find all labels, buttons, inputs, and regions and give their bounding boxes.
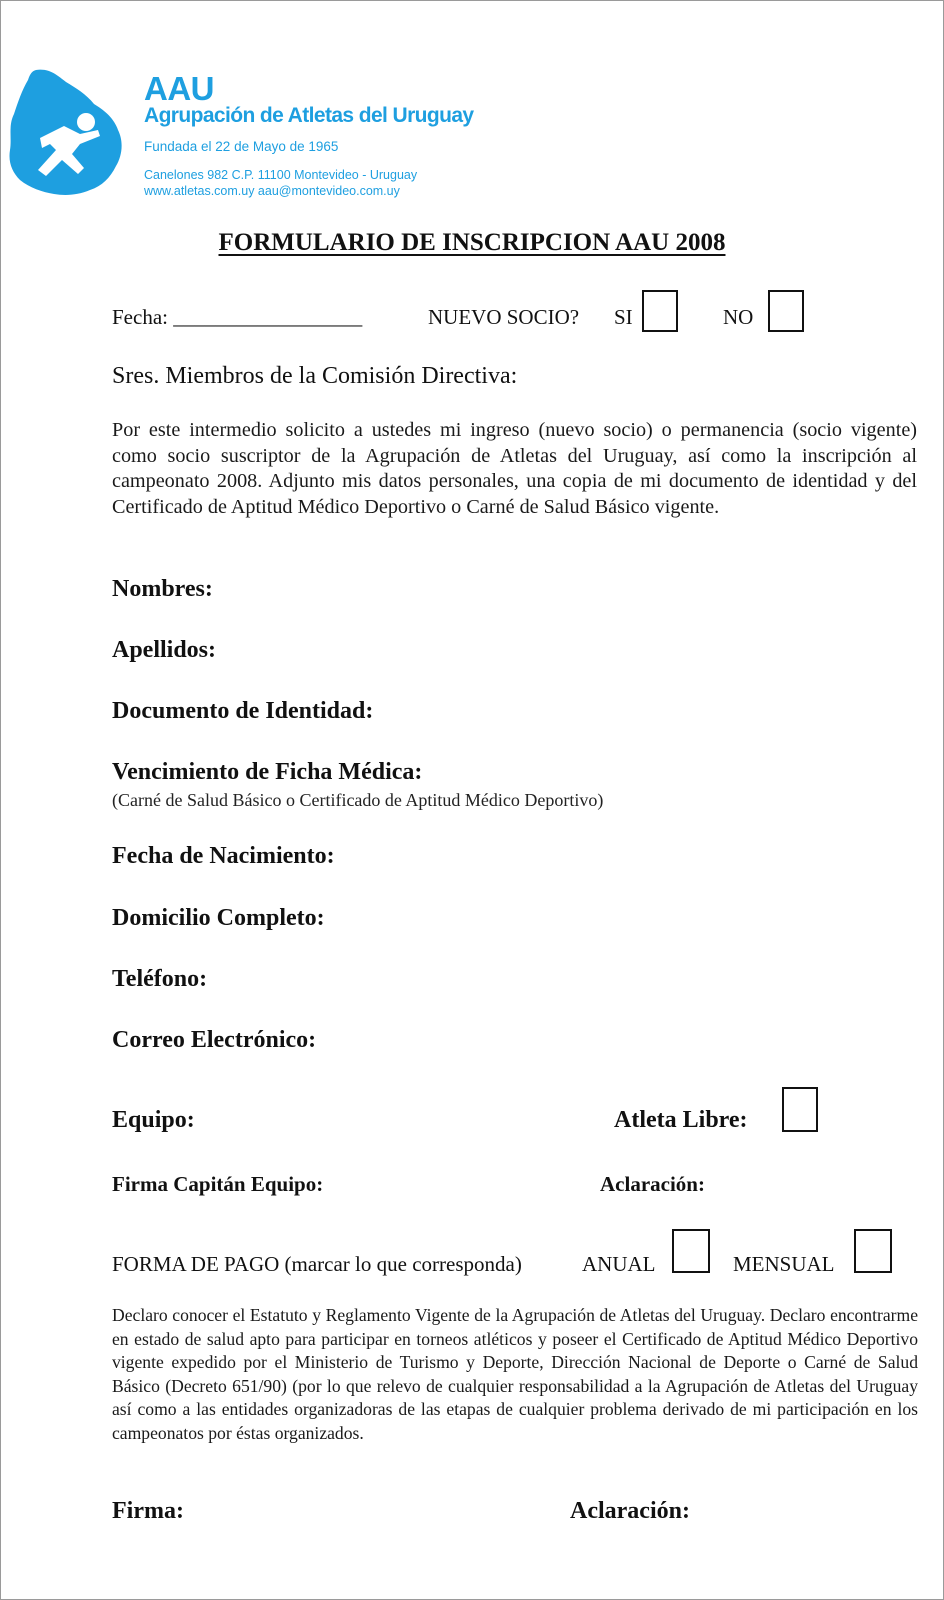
firma-capitan-label: Firma Capitán Equipo: xyxy=(112,1172,324,1196)
nombres-label: Nombres: xyxy=(112,576,213,602)
vencimiento-label: Vencimiento de Ficha Médica: xyxy=(112,759,423,785)
no-label: NO xyxy=(723,305,754,329)
documento-label: Documento de Identidad: xyxy=(112,698,374,724)
equipo-label: Equipo: xyxy=(112,1107,195,1133)
org-short-name: AAU xyxy=(144,70,214,107)
correo-label: Correo Electrónico: xyxy=(112,1027,317,1053)
atleta-libre-label: Atleta Libre: xyxy=(614,1107,748,1133)
fecha-label: Fecha: __________________ xyxy=(112,305,363,329)
aclaracion-label: Aclaración: xyxy=(570,1498,690,1524)
aclaracion-capitan-label: Aclaración: xyxy=(600,1172,705,1196)
nacimiento-label: Fecha de Nacimiento: xyxy=(112,843,335,869)
mensual-label: MENSUAL xyxy=(733,1252,835,1276)
org-web-email: www.atletas.com.uy aau@montevideo.com.uy xyxy=(144,184,400,198)
org-full-name: Agrupación de Atletas del Uruguay xyxy=(144,104,474,127)
declaration-paragraph: Declaro conocer el Estatuto y Reglamento Vigente de la Agrupación de Atletas del Uruguay. Declaro encontrarme en estado de salud apto para participar en torneos atléticos y poseer el Certificado de Aptitud Médico Deportivo vigente expedido por el Ministerio de Turismo y Deporte, Dirección Nacional de Deporte o Carné de Salud Básico (Decreto 651/90) (por lo que relevo de cualquier responsabilidad a la Agrupación de Atletas del Uruguay así como a las entidades organizadoras de las etapas de cualquier problema derivado de mi participación en los campeonatos por éstas organizados. xyxy=(112,1305,918,1443)
anual-checkbox[interactable] xyxy=(672,1229,710,1273)
anual-label: ANUAL xyxy=(582,1252,656,1276)
domicilio-label: Domicilio Completo: xyxy=(112,905,325,931)
org-address: Canelones 982 C.P. 11100 Montevideo - Uruguay xyxy=(144,168,418,182)
no-checkbox[interactable] xyxy=(768,290,804,332)
nuevo-socio-label: NUEVO SOCIO? xyxy=(428,305,580,329)
si-checkbox[interactable] xyxy=(642,290,678,332)
org-founded: Fundada el 22 de Mayo de 1965 xyxy=(144,139,339,154)
vencimiento-note: (Carné de Salud Básico o Certificado de Aptitud Médico Deportivo) xyxy=(112,790,604,810)
si-label: SI xyxy=(614,305,633,329)
salutation: Sres. Miembros de la Comisión Directiva: xyxy=(112,363,518,389)
firma-label: Firma: xyxy=(112,1498,184,1524)
form-title xyxy=(0,229,944,257)
atleta-libre-checkbox[interactable] xyxy=(782,1087,818,1132)
mensual-checkbox[interactable] xyxy=(854,1229,892,1273)
telefono-label: Teléfono: xyxy=(112,966,208,992)
form-title-text: FORMULARIO DE INSCRIPCION AAU 2008 xyxy=(218,229,726,256)
uruguay-map-runner-icon xyxy=(6,68,126,200)
apellidos-label: Apellidos: xyxy=(112,637,217,663)
intro-paragraph: Por este intermedio solicito a ustedes mi ingreso (nuevo socio) o permanencia (socio vigente) como socio suscriptor de la Agrupación de Atletas del Uruguay, así como la inscripción al campeonato 2008. Adjunto mis datos personales, una copia de mi documento de identidad y del Certificado de Aptitud Médico Deportivo o Carné de Salud Básico vigente. xyxy=(112,419,917,518)
forma-pago-label: FORMA DE PAGO (marcar lo que corresponda) xyxy=(112,1252,522,1276)
